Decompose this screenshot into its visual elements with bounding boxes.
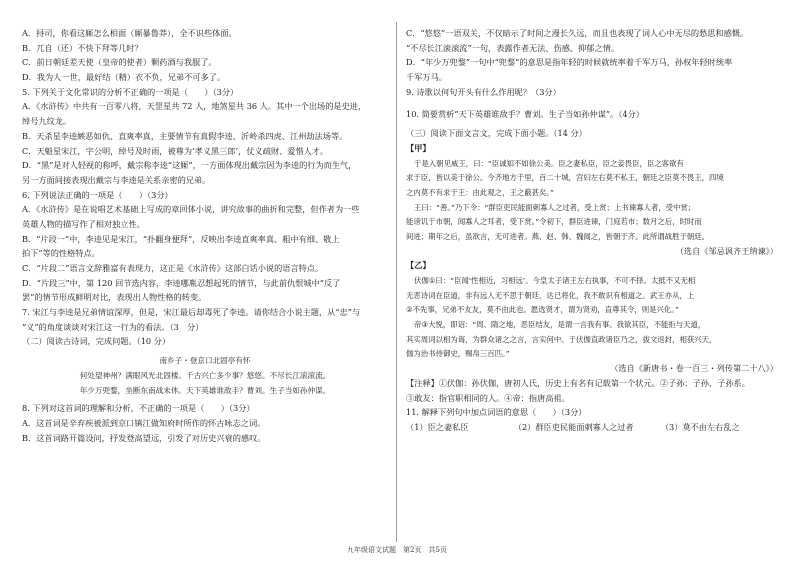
text-line: “义”的角度谈谈对宋江这一行为的看法。（3 分） [22,321,204,332]
passage-line: 伏伽①曰：“臣闻‘性相近，习相远’。今皇太子诸王左右执事，不可不择。太抵不又无相 [414,276,696,285]
text-line: D．“黑”是对人轻视的称呼，戴宗称李逵“这厮”，一方面体现出戴宗因为李逵的行为而生气， [22,160,357,171]
question-10: 10. 简要赏析“天下英雄谁敌手？曹刘。生子当如孙仲谋”。（4分） [406,109,644,120]
text-line: A．《水浒传》是在说唱艺术基础上写成的章回体小说，讲究故事的曲折和完整，但作者为一些 [22,204,360,215]
notes-line: ③敢友：指官职相同的人。④帝：指唐高祖。 [406,392,570,403]
passage-line: 之内莫不有求于王：由此观之，王之蔽甚矣。” [406,187,554,197]
passage-line: 王曰：“善。”乃下令：“群臣吏民能面刺寡人之过者，受上赏；上书谏寡人者，受中赏； [414,202,696,212]
question-8: 8. 下列对这首词的理解和分析，不正确的一项是（ ）（3分） [22,403,255,414]
text-line: B．兀自（还）不快下拜等几时？ [22,42,143,53]
text-line: 另一方面间接表现出戴宗与李逵是关系亲密的兄弟。 [22,174,211,185]
notes-line: 【注释】①伏伽：孙伏伽，唐初人氏，历史上有名有记载第一个状元。②子孙：子孙，子孙系。 [406,377,750,388]
page-footer: 九年级语文试题 第2页 共5页 [347,546,447,554]
q11-item: （1）臣之妻私臣 [406,421,469,432]
passage-source: （选自《邹忌讽齐王纳谏》） [675,245,778,256]
text-line: “不尽长江滚滚流”一句，表露作者无法、伤感、抑郁之情。 [406,42,620,53]
poem-line: 何处望神州？满眼风光北固楼。千古兴亡多少事？悠悠。不尽长江滚滚流。 [79,370,331,380]
text-line: B．天杀星李逵嫉恶如仇、直爽率真，主要情节有真假李逵、沂岭杀四虎、江州劫法场等。 [22,130,348,141]
question-6: 6. 下列说法正确的一项是（ ）（3分） [22,189,173,200]
text-line: 拍下”等的性格特点。 [22,248,100,259]
q11-item: （2）群臣吏民能面刺寡人之过者 [513,421,634,432]
text-line: C．“片段二”语言文辞雅富有表现力，这正是《水浒传》这部白话小说的语言特点。 [22,263,324,273]
text-line: A．这首词是辛弃疾被派到京口镇江做知府时所作的怀古咏志之词。 [22,417,266,428]
question-5: 5. 下列关于文化常识的分析不正确的一项是（ ）（3分） [22,86,239,97]
text-line: 罢”的情节形成鲜明对比，表现出人物性格的转变。 [22,292,207,303]
text-line: 千军万马。 [406,72,447,83]
passage-line: 无恶诗词在臣道，非有远入无不思于朝廷，达已将化，我不敢识有相道之。武王亦从，上 [406,290,695,300]
column-divider [396,22,397,542]
text-line: B．这首词路开篇设问，抒发登高望远，引发了对历史兴衰的感叹。 [22,432,266,443]
passage-line: 其实周词以相为诲，为群众诸之之言，言实何中。于伏伽直政诸臣乃之，拔文返封，相获兴天， [406,334,717,344]
question-9: 9. 诗歌以何句开头有什么作用呢？（3分） [406,86,561,97]
text-line: C．天魁星宋江，字公明，绰号及时雨，被尊为‘孝义黑三郎’，仗义疏财、爱惜人才。 [22,145,329,156]
left-column [22,28,388,447]
passage-line: 能谤讥于市朝，闻寡人之耳者，受下赏。”令初下，群臣进谏，门庭若市；数月之后，时时而 [406,217,702,227]
poem-title: 南乡子・登京口北固亭有怀 [159,356,251,366]
text-line: B．“片段一”中，李逵见是宋江，“扑翻身便拜”，反映出李逵直爽率真、粗中有细、敬上 [22,233,340,244]
passage-line: 于是入朝见威王，曰：“臣诚知不如徐公美。臣之妻私臣，臣之妾畏臣，臣之客欲有 [414,158,684,168]
text-line: D．“年少万兜鍪”一句中“兜鍪”的意思是指年轻的时候就统率着千军万马，孙权年轻时统率 [406,57,733,68]
passage-line: 伽为治书侍御史，赐帛三百匹。” [406,349,510,359]
passage-line: 间进；期年之后，虽欲言，无可进者。燕、赵、韩、魏闻之，皆朝于齐。此所谓战胜于朝廷。 [406,231,710,241]
passage-line: ②不先事，兄弟不友友，莫不由此也。愿选贤才，谓为贤劝，直尊其令，则是兴化。” [406,305,679,315]
text-line: D．我为人一世，最好结（精）衣不负，兄弟不可多了。 [22,72,226,83]
text-line: A．《水浒传》中共有一百零八将，天罡星共 72 人，地煞星共 36 人。其中一个出场的是史进， [22,101,367,112]
passage-label-yi: 【乙】 [406,260,431,271]
text-line: 英雄人物的描写作了相对独立性。 [22,218,145,229]
passage-source: （选自《新唐书・卷一百三・列传第二十八》） [610,363,778,374]
q11-items [406,422,778,434]
q11-item: （3）莫不由左右乱之 [660,421,740,432]
passage-label-jia: 【甲】 [406,142,431,153]
passage-line: 求于臣，皆以美于徐公。今齐地方千里，百二十城，宫妇左右莫不私王，朝廷之臣莫不畏王，四境 [406,173,724,183]
right-column [406,28,778,437]
section-heading: （二）阅读古诗词，完成问题。（10 分） [22,336,171,347]
text-line: D．“片段三”中，第 120 回节选内容，李逵哪胤忍想起死的情节，与此前仇恨城中“反了 [22,277,341,288]
text-line: A．挦司，你看这厮怎么相面（厮暴鲁莽），全不识些体面。 [22,28,237,38]
text-line: C．“悠悠”一语双关，不仅暗示了时间之漫长久远，而且也表现了词人心中无尽的愁思和感慨。 [406,28,749,38]
question-11: 11. 解释下列句中加点词语的意思（ ）（3分） [406,407,587,418]
poem-line: 年少万兜鍪，坐断东南战未休。天下英雄谁敌手？曹刘。生子当如孙仲谋。 [79,385,331,395]
question-7: 7. 宋江与李逵是兄弟情谊深厚，但是，宋江最后却毒死了李逵。请你结合小说主题，从“忠”与 [22,307,361,318]
section-heading: （三）阅读下面文言文，完成下面小题。（14 分） [406,128,587,139]
text-line: 绰号九纹龙。 [22,116,72,127]
passage-line: 帝③大悦，即诏：“周、隋之地，恶臣结友，是谓一言我有事。我欲其臣，不能拒与天道， [414,320,706,330]
text-line: C．前日朝廷差天使（皇帝的使者）颗药酒与我服了。 [22,57,217,68]
